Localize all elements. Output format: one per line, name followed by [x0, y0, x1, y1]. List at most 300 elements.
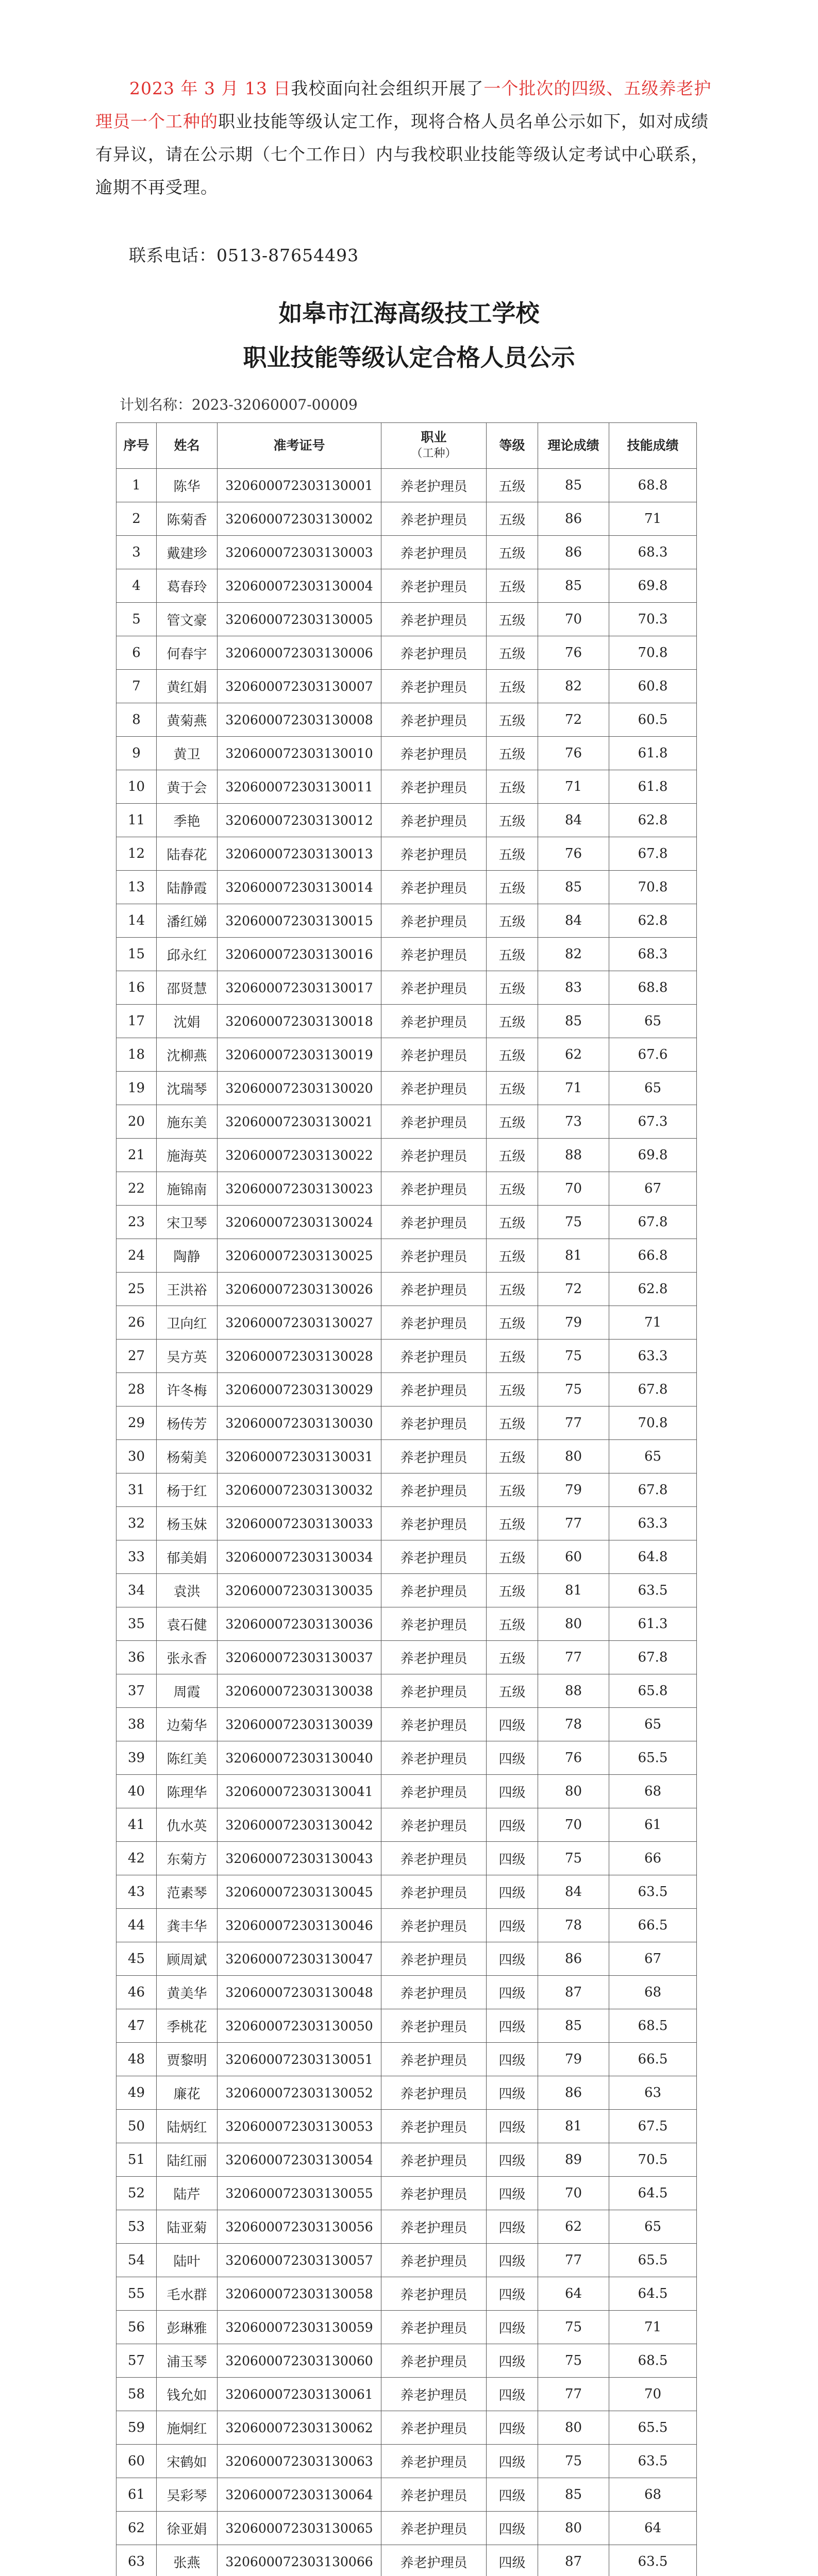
cell-skill: 70.3	[609, 603, 697, 636]
cell-no: 3	[116, 536, 157, 569]
cell-theory: 64	[538, 2277, 609, 2311]
cell-theory: 80	[538, 1440, 609, 1473]
cell-job: 养老护理员	[381, 1641, 487, 1674]
cell-job: 养老护理员	[381, 2311, 487, 2344]
cell-level: 五级	[487, 1406, 538, 1440]
cell-level: 五级	[487, 1373, 538, 1406]
cell-job: 养老护理员	[381, 2378, 487, 2411]
cell-no: 34	[116, 1574, 157, 1607]
cell-job: 养老护理员	[381, 1708, 487, 1741]
cell-name: 宋卫琴	[157, 1206, 218, 1239]
cell-theory: 80	[538, 2512, 609, 2545]
cell-job: 养老护理员	[381, 2043, 487, 2076]
cell-no: 54	[116, 2244, 157, 2277]
cell-no: 48	[116, 2043, 157, 2076]
cell-level: 四级	[487, 1708, 538, 1741]
cell-no: 31	[116, 1473, 157, 1507]
cell-cert: 320600072303130016	[218, 938, 381, 971]
cell-skill: 68.5	[609, 2009, 697, 2043]
cell-theory: 82	[538, 670, 609, 703]
school-title: 如皋市江海高级技工学校	[278, 299, 540, 327]
cell-skill: 64	[609, 2512, 697, 2545]
cell-cert: 320600072303130038	[218, 1674, 381, 1708]
cell-no: 53	[116, 2210, 157, 2244]
cell-cert: 320600072303130045	[218, 1875, 381, 1909]
cell-job: 养老护理员	[381, 2244, 487, 2277]
cell-cert: 320600072303130060	[218, 2344, 381, 2378]
cell-job: 养老护理员	[381, 2143, 487, 2177]
cell-cert: 320600072303130031	[218, 1440, 381, 1473]
cell-skill: 65.5	[609, 1741, 697, 1775]
cell-level: 五级	[487, 1674, 538, 1708]
notice-date: 2023 年 3 月 13 日	[129, 78, 291, 98]
cell-cert: 320600072303130028	[218, 1340, 381, 1373]
table-row	[116, 2512, 697, 2545]
cell-cert: 320600072303130026	[218, 1273, 381, 1306]
cell-skill: 67.5	[609, 2110, 697, 2143]
cell-no: 57	[116, 2344, 157, 2378]
cell-cert: 320600072303130021	[218, 1105, 381, 1139]
cell-cert: 320600072303130020	[218, 1072, 381, 1105]
table-row	[116, 469, 697, 502]
cell-cert: 320600072303130014	[218, 871, 381, 904]
cell-cert: 320600072303130064	[218, 2478, 381, 2512]
cell-skill: 71	[609, 1306, 697, 1340]
table-row	[116, 1373, 697, 1406]
cell-name: 黄菊燕	[157, 703, 218, 737]
cell-cert: 320600072303130022	[218, 1139, 381, 1172]
cell-cert: 320600072303130008	[218, 703, 381, 737]
cell-theory: 78	[538, 1909, 609, 1942]
cell-level: 四级	[487, 2076, 538, 2110]
cell-theory: 60	[538, 1540, 609, 1574]
cell-skill: 70.8	[609, 871, 697, 904]
cell-theory: 81	[538, 1574, 609, 1607]
qualified-personnel-table	[116, 422, 697, 2576]
cell-name: 沈娟	[157, 1005, 218, 1038]
table-row	[116, 670, 697, 703]
cell-name: 东菊方	[157, 1842, 218, 1875]
cell-cert: 320600072303130024	[218, 1206, 381, 1239]
table-row	[116, 1172, 697, 1206]
cell-name: 黄美华	[157, 1976, 218, 2009]
cell-level: 五级	[487, 904, 538, 938]
cell-cert: 320600072303130055	[218, 2177, 381, 2210]
cell-theory: 75	[538, 2344, 609, 2378]
cell-cert: 320600072303130033	[218, 1507, 381, 1540]
cell-theory: 79	[538, 2043, 609, 2076]
cell-no: 60	[116, 2445, 157, 2478]
cell-theory: 88	[538, 1674, 609, 1708]
table-row	[116, 1875, 697, 1909]
table-row	[116, 871, 697, 904]
cell-no: 23	[116, 1206, 157, 1239]
cell-name: 吴方英	[157, 1340, 218, 1373]
cell-name: 何春宇	[157, 636, 218, 670]
table-row	[116, 1306, 697, 1340]
cell-cert: 320600072303130066	[218, 2545, 381, 2576]
table-row	[116, 837, 697, 871]
cell-name: 范素琴	[157, 1875, 218, 1909]
cell-no: 14	[116, 904, 157, 938]
cell-no: 35	[116, 1607, 157, 1641]
table-row	[116, 1239, 697, 1273]
cell-theory: 75	[538, 2311, 609, 2344]
cell-job: 养老护理员	[381, 770, 487, 804]
table-row	[116, 1540, 697, 1574]
table-row	[116, 2344, 697, 2378]
cell-job: 养老护理员	[381, 603, 487, 636]
cell-skill: 63.3	[609, 1507, 697, 1540]
cell-name: 陆芹	[157, 2177, 218, 2210]
cell-no: 26	[116, 1306, 157, 1340]
contact-phone: 联系电话：0513-87654493	[129, 245, 359, 265]
table-row	[116, 1440, 697, 1473]
cell-name: 张燕	[157, 2545, 218, 2576]
cell-no: 61	[116, 2478, 157, 2512]
cell-skill: 61	[609, 1808, 697, 1842]
cell-job: 养老护理员	[381, 1206, 487, 1239]
cell-no: 55	[116, 2277, 157, 2311]
cell-level: 四级	[487, 1741, 538, 1775]
cell-skill: 67.8	[609, 837, 697, 871]
cell-level: 四级	[487, 2110, 538, 2143]
cell-job: 养老护理员	[381, 2411, 487, 2445]
cell-job: 养老护理员	[381, 502, 487, 536]
cell-skill: 63.5	[609, 2545, 697, 2576]
cell-skill: 69.8	[609, 569, 697, 603]
cell-no: 58	[116, 2378, 157, 2411]
cell-job: 养老护理员	[381, 670, 487, 703]
cell-theory: 70	[538, 2177, 609, 2210]
cell-skill: 70.8	[609, 1406, 697, 1440]
cell-theory: 76	[538, 837, 609, 871]
notice-highlight: 一个批次的四级、五级养老护理员一个工种的	[95, 78, 712, 131]
cell-theory: 77	[538, 1641, 609, 1674]
cell-level: 五级	[487, 1038, 538, 1072]
cell-name: 黄卫	[157, 737, 218, 770]
cell-cert: 320600072303130047	[218, 1942, 381, 1976]
table-row	[116, 1976, 697, 2009]
table-row	[116, 536, 697, 569]
table-row	[116, 2411, 697, 2445]
cell-level: 四级	[487, 2043, 538, 2076]
header-job	[381, 423, 487, 469]
table-row	[116, 2478, 697, 2512]
cell-no: 43	[116, 1875, 157, 1909]
cell-level: 五级	[487, 1072, 538, 1105]
cell-name: 彭琳雅	[157, 2311, 218, 2344]
cell-job: 养老护理员	[381, 2210, 487, 2244]
cell-name: 季桃花	[157, 2009, 218, 2043]
cell-level: 五级	[487, 1440, 538, 1473]
cell-no: 41	[116, 1808, 157, 1842]
table-row	[116, 2177, 697, 2210]
cell-level: 五级	[487, 1239, 538, 1273]
cell-name: 王洪裕	[157, 1273, 218, 1306]
cell-cert: 320600072303130005	[218, 603, 381, 636]
cell-no: 52	[116, 2177, 157, 2210]
cell-name: 沈瑞琴	[157, 1072, 218, 1105]
cell-job: 养老护理员	[381, 569, 487, 603]
cell-job: 养老护理员	[381, 636, 487, 670]
cell-cert: 320600072303130037	[218, 1641, 381, 1674]
header-job-label: 职业	[421, 430, 447, 445]
cell-theory: 77	[538, 2378, 609, 2411]
cell-name: 邵贤慧	[157, 971, 218, 1005]
cell-theory: 88	[538, 1139, 609, 1172]
cell-job: 养老护理员	[381, 1139, 487, 1172]
cell-theory: 85	[538, 2478, 609, 2512]
cell-cert: 320600072303130041	[218, 1775, 381, 1808]
cell-theory: 85	[538, 871, 609, 904]
cell-theory: 85	[538, 469, 609, 502]
cell-name: 戴建珍	[157, 536, 218, 569]
cell-job: 养老护理员	[381, 1808, 487, 1842]
table-row	[116, 2110, 697, 2143]
cell-level: 四级	[487, 1808, 538, 1842]
cell-level: 四级	[487, 2545, 538, 2576]
cell-theory: 71	[538, 770, 609, 804]
cell-theory: 73	[538, 1105, 609, 1139]
cell-name: 边菊华	[157, 1708, 218, 1741]
table-row	[116, 770, 697, 804]
cell-no: 18	[116, 1038, 157, 1072]
table-row	[116, 971, 697, 1005]
table-row	[116, 502, 697, 536]
cell-name: 徐亚娟	[157, 2512, 218, 2545]
cell-name: 管文豪	[157, 603, 218, 636]
cell-no: 27	[116, 1340, 157, 1373]
cell-name: 顾周斌	[157, 1942, 218, 1976]
cell-theory: 86	[538, 1942, 609, 1976]
cell-name: 陆炳红	[157, 2110, 218, 2143]
cell-cert: 320600072303130015	[218, 904, 381, 938]
table-row	[116, 1641, 697, 1674]
cell-level: 四级	[487, 2177, 538, 2210]
cell-level: 四级	[487, 1942, 538, 1976]
cell-theory: 77	[538, 2244, 609, 2277]
cell-no: 12	[116, 837, 157, 871]
cell-level: 五级	[487, 1641, 538, 1674]
cell-theory: 75	[538, 1340, 609, 1373]
cell-level: 五级	[487, 1574, 538, 1607]
cell-cert: 320600072303130050	[218, 2009, 381, 2043]
cell-level: 四级	[487, 2009, 538, 2043]
cell-level: 五级	[487, 871, 538, 904]
cell-name: 杨传芳	[157, 1406, 218, 1440]
table-row	[116, 1741, 697, 1775]
cell-job: 养老护理员	[381, 1105, 487, 1139]
cell-level: 四级	[487, 2512, 538, 2545]
cell-name: 陆红丽	[157, 2143, 218, 2177]
cell-level: 四级	[487, 2311, 538, 2344]
cell-job: 养老护理员	[381, 1273, 487, 1306]
cell-no: 36	[116, 1641, 157, 1674]
cell-theory: 77	[538, 1507, 609, 1540]
cell-job: 养老护理员	[381, 2445, 487, 2478]
cell-no: 5	[116, 603, 157, 636]
cell-level: 四级	[487, 2378, 538, 2411]
cell-level: 五级	[487, 1273, 538, 1306]
cell-job: 养老护理员	[381, 1942, 487, 1976]
cell-cert: 320600072303130046	[218, 1909, 381, 1942]
table-row	[116, 1206, 697, 1239]
cell-skill: 67	[609, 1172, 697, 1206]
cell-level: 四级	[487, 2277, 538, 2311]
cell-name: 袁洪	[157, 1574, 218, 1607]
cell-skill: 64.5	[609, 2277, 697, 2311]
cell-job: 养老护理员	[381, 1909, 487, 1942]
cell-job: 养老护理员	[381, 1976, 487, 2009]
cell-level: 五级	[487, 1540, 538, 1574]
cell-name: 陈菊香	[157, 502, 218, 536]
cell-job: 养老护理员	[381, 1607, 487, 1641]
cell-level: 五级	[487, 469, 538, 502]
cell-name: 邱永红	[157, 938, 218, 971]
cell-job: 养老护理员	[381, 1406, 487, 1440]
cell-cert: 320600072303130057	[218, 2244, 381, 2277]
cell-job: 养老护理员	[381, 1842, 487, 1875]
cell-name: 周霞	[157, 1674, 218, 1708]
cell-job: 养老护理员	[381, 2076, 487, 2110]
cell-name: 杨玉妹	[157, 1507, 218, 1540]
cell-job: 养老护理员	[381, 1741, 487, 1775]
cell-cert: 320600072303130030	[218, 1406, 381, 1440]
cell-level: 五级	[487, 938, 538, 971]
cell-job: 养老护理员	[381, 1038, 487, 1072]
cell-no: 15	[116, 938, 157, 971]
cell-no: 11	[116, 804, 157, 837]
cell-theory: 89	[538, 2143, 609, 2177]
cell-name: 龚丰华	[157, 1909, 218, 1942]
cell-theory: 83	[538, 971, 609, 1005]
cell-no: 51	[116, 2143, 157, 2177]
cell-no: 56	[116, 2311, 157, 2344]
cell-skill: 68.3	[609, 938, 697, 971]
cell-job: 养老护理员	[381, 2110, 487, 2143]
cell-cert: 320600072303130039	[218, 1708, 381, 1741]
cell-job: 养老护理员	[381, 1005, 487, 1038]
cell-theory: 76	[538, 1741, 609, 1775]
cell-name: 黄红娟	[157, 670, 218, 703]
notice-text-2: 职业技能等级认定工作，现将合格人员名单公示如下，如对成绩有异议，请在公示期（七个工作日）内与我校职业技能等级认定考试中心联系，逾期不再受理。	[95, 111, 709, 197]
cell-cert: 320600072303130042	[218, 1808, 381, 1842]
cell-skill: 60.8	[609, 670, 697, 703]
table-body	[116, 469, 697, 2576]
cell-cert: 320600072303130048	[218, 1976, 381, 2009]
cell-skill: 67.8	[609, 1206, 697, 1239]
cell-no: 22	[116, 1172, 157, 1206]
cell-cert: 320600072303130032	[218, 1473, 381, 1507]
cell-level: 五级	[487, 1105, 538, 1139]
cell-skill: 67.8	[609, 1373, 697, 1406]
cell-name: 郁美娟	[157, 1540, 218, 1574]
cell-no: 62	[116, 2512, 157, 2545]
cell-skill: 65.5	[609, 2411, 697, 2445]
cell-theory: 82	[538, 938, 609, 971]
cell-level: 五级	[487, 1172, 538, 1206]
notice-text-1: 我校面向社会组织开展了	[291, 78, 484, 98]
cell-no: 16	[116, 971, 157, 1005]
cell-theory: 86	[538, 536, 609, 569]
cell-cert: 320600072303130023	[218, 1172, 381, 1206]
cell-cert: 320600072303130027	[218, 1306, 381, 1340]
cell-theory: 80	[538, 2411, 609, 2445]
cell-theory: 72	[538, 1273, 609, 1306]
cell-name: 陈红美	[157, 1741, 218, 1775]
cell-skill: 70.5	[609, 2143, 697, 2177]
table-row	[116, 2244, 697, 2277]
cell-level: 四级	[487, 1976, 538, 2009]
cell-job: 养老护理员	[381, 1440, 487, 1473]
cell-no: 24	[116, 1239, 157, 1273]
cell-job: 养老护理员	[381, 1373, 487, 1406]
cell-cert: 320600072303130056	[218, 2210, 381, 2244]
cell-cert: 320600072303130058	[218, 2277, 381, 2311]
cell-cert: 320600072303130002	[218, 502, 381, 536]
cell-skill: 63.5	[609, 1574, 697, 1607]
cell-name: 陆春花	[157, 837, 218, 871]
cell-theory: 80	[538, 1607, 609, 1641]
page-title: 职业技能等级认定合格人员公示	[243, 344, 575, 371]
cell-theory: 79	[538, 1473, 609, 1507]
cell-no: 21	[116, 1139, 157, 1172]
cell-no: 28	[116, 1373, 157, 1406]
cell-name: 陆叶	[157, 2244, 218, 2277]
cell-skill: 67.6	[609, 1038, 697, 1072]
cell-theory: 87	[538, 2545, 609, 2576]
cell-skill: 67.3	[609, 1105, 697, 1139]
table-row	[116, 2445, 697, 2478]
cell-level: 四级	[487, 2445, 538, 2478]
cell-name: 陆亚菊	[157, 2210, 218, 2244]
cell-theory: 84	[538, 904, 609, 938]
cell-skill: 63.5	[609, 1875, 697, 1909]
table-row	[116, 2143, 697, 2177]
cell-job: 养老护理员	[381, 2545, 487, 2576]
cell-skill: 65	[609, 2210, 697, 2244]
cell-skill: 68	[609, 1976, 697, 2009]
cell-job: 养老护理员	[381, 2512, 487, 2545]
cell-job: 养老护理员	[381, 1306, 487, 1340]
table-row	[116, 2311, 697, 2344]
cell-name: 季艳	[157, 804, 218, 837]
cell-cert: 320600072303130006	[218, 636, 381, 670]
cell-job: 养老护理员	[381, 1507, 487, 1540]
cell-level: 五级	[487, 971, 538, 1005]
cell-skill: 66.5	[609, 1909, 697, 1942]
cell-no: 42	[116, 1842, 157, 1875]
cell-no: 63	[116, 2545, 157, 2576]
cell-level: 四级	[487, 1909, 538, 1942]
cell-cert: 320600072303130065	[218, 2512, 381, 2545]
cell-job: 养老护理员	[381, 971, 487, 1005]
table-row	[116, 1574, 697, 1607]
cell-cert: 320600072303130001	[218, 469, 381, 502]
table-row	[116, 2277, 697, 2311]
cell-level: 四级	[487, 1875, 538, 1909]
header-theory: 理论成绩	[538, 423, 609, 469]
cell-no: 1	[116, 469, 157, 502]
cell-name: 杨菊美	[157, 1440, 218, 1473]
cell-theory: 70	[538, 1172, 609, 1206]
table-row	[116, 1507, 697, 1540]
cell-theory: 80	[538, 1775, 609, 1808]
cell-name: 袁石健	[157, 1607, 218, 1641]
cell-no: 13	[116, 871, 157, 904]
cell-skill: 68.8	[609, 971, 697, 1005]
